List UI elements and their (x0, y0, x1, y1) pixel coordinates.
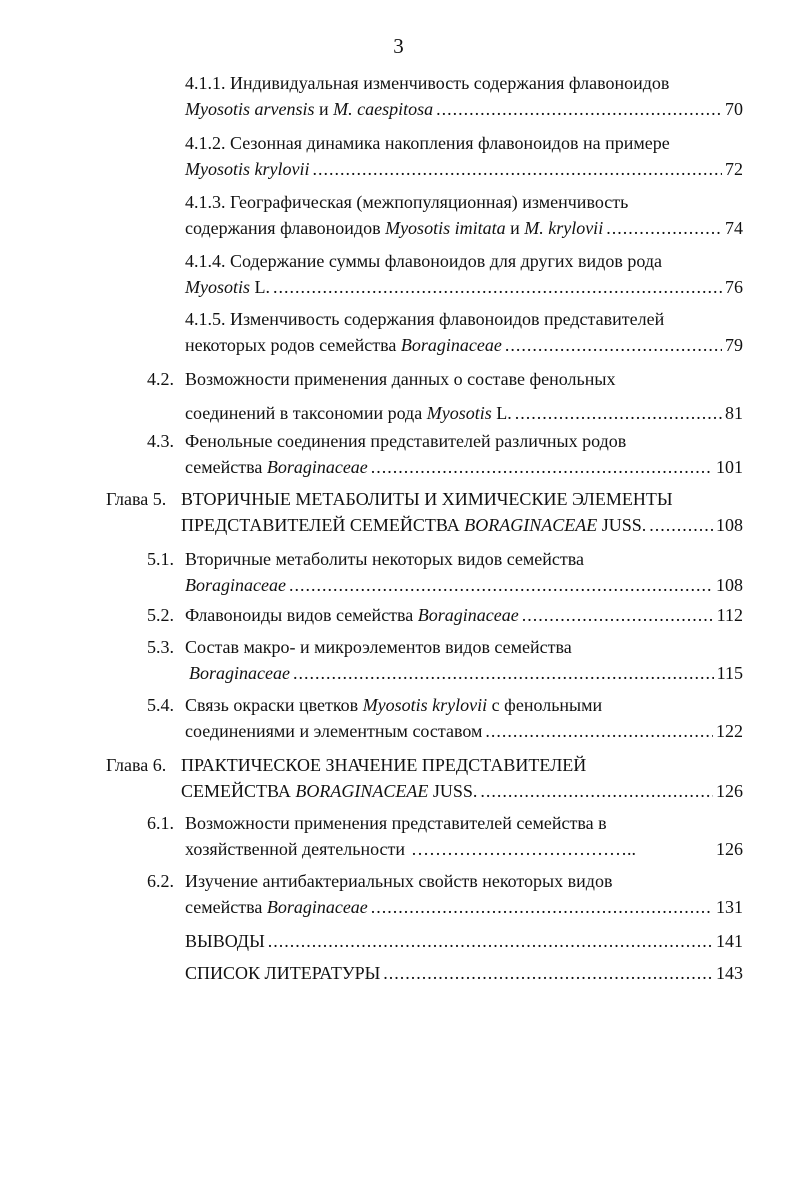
toc-page: 126 (716, 781, 743, 801)
toc-title-italic: Myosotis arvensis (185, 99, 315, 119)
toc-title-text: L. (491, 403, 512, 423)
toc-number: 4.1.1. (185, 73, 226, 93)
leader-dots (436, 96, 722, 122)
toc-title: Изменчивость содержания флавоноидов представителей (230, 309, 665, 329)
toc-number: 4.1.3. (185, 192, 226, 212)
toc-title: Изучение антибактериальных свойств некоторых видов (185, 871, 613, 891)
leader-dots (505, 332, 722, 358)
toc-entry-5-4[interactable] (147, 692, 743, 744)
leader-dots (522, 602, 714, 628)
leader-dots (289, 572, 713, 598)
toc-title: ВТОРИЧНЫЕ МЕТАБОЛИТЫ И ХИМИЧЕСКИЕ ЭЛЕМЕНТЫ (181, 489, 673, 509)
toc-entry-4-1-5[interactable] (185, 306, 743, 358)
toc-page: 76 (725, 277, 743, 297)
toc-title-text: семейства (185, 897, 267, 917)
toc-title-italic: Boraginaceae (266, 897, 368, 917)
leader-dots (293, 660, 714, 686)
toc-title: Возможности применения представителей семейства в (185, 813, 607, 833)
toc-title-italic: BORAGINACEAE (295, 781, 429, 801)
toc-number: 4.1.5. (185, 309, 226, 329)
toc-title-text: семейства (185, 457, 267, 477)
toc-entry-4-1-1[interactable] (185, 70, 743, 122)
toc-title-italic: Myosotis (185, 277, 250, 297)
toc-title-text: Связь окраски цветков (185, 695, 363, 715)
toc-title: Возможности применения данных о составе фенольных (185, 369, 616, 389)
toc-page: 72 (725, 159, 743, 179)
toc-page: 143 (716, 963, 743, 983)
toc-title-text: ПРЕДСТАВИТЕЛЕЙ СЕМЕЙСТВА (181, 515, 465, 535)
leader-dots: ……………………………….. (411, 839, 637, 859)
toc-chapter-5[interactable] (106, 486, 743, 538)
toc-page: 108 (716, 515, 743, 535)
toc-title-text: и (505, 218, 525, 238)
toc-number: 6.1. (147, 813, 174, 833)
toc-entry-references[interactable] (185, 960, 743, 986)
toc-title-text: JUSS. (428, 781, 478, 801)
toc-page: 122 (716, 721, 743, 741)
toc-number: 4.1.2. (185, 133, 226, 153)
page-number: 3 (393, 34, 404, 58)
toc-page: 81 (725, 403, 743, 423)
leader-dots (273, 274, 722, 300)
toc-entry-6-1[interactable] (147, 810, 743, 862)
toc-page: 115 (716, 663, 743, 683)
toc-number: 5.2. (147, 605, 174, 625)
toc-title: ПРАКТИЧЕСКОЕ ЗНАЧЕНИЕ ПРЕДСТАВИТЕЛЕЙ (181, 755, 587, 775)
toc-entry-4-3[interactable] (147, 428, 743, 480)
toc-entry-conclusions[interactable] (185, 928, 743, 954)
toc-title-italic: Myosotis krylovii (362, 695, 488, 715)
toc-number: 4.1.4. (185, 251, 226, 271)
toc-title: Вторичные метаболиты некоторых видов семейства (185, 549, 585, 569)
toc-entry-4-1-2[interactable] (185, 130, 743, 182)
toc-title-text: JUSS. (597, 515, 647, 535)
toc-number: 5.4. (147, 695, 174, 715)
toc-number: 5.3. (147, 637, 174, 657)
toc-entry-6-2[interactable] (147, 868, 743, 920)
toc-title-italic: M. caespitosa (333, 99, 434, 119)
toc-title-italic: Boraginaceae (189, 663, 290, 683)
toc-page: 74 (725, 218, 743, 238)
toc-title-text: хозяйственной деятельности (185, 839, 406, 859)
toc-title-text: L. (250, 277, 270, 297)
leader-dots (312, 156, 722, 182)
leader-dots (268, 928, 713, 954)
toc-title: Содержание суммы флавоноидов для других видов рода (230, 251, 662, 271)
toc-page: 79 (725, 335, 743, 355)
toc-page: 70 (725, 99, 743, 119)
toc-title-text: и (314, 99, 334, 119)
toc-number: 4.2. (147, 369, 174, 389)
toc-title-text: содержания флавоноидов (185, 218, 386, 238)
toc-title-italic: Boraginaceae (266, 457, 368, 477)
toc-entry-5-1[interactable] (147, 546, 743, 598)
leader-dots (371, 894, 713, 920)
toc-number: Глава 5. (106, 489, 167, 509)
toc-page: 101 (716, 457, 743, 477)
toc-title: СПИСОК ЛИТЕРАТУРЫ (185, 963, 381, 983)
toc-title-italic: Boraginaceae (400, 335, 502, 355)
leader-dots (649, 512, 713, 538)
toc-title-italic: BORAGINACEAE (464, 515, 598, 535)
toc-title-text: некоторых родов семейства (185, 335, 401, 355)
leader-dots (606, 215, 722, 241)
leader-dots (480, 778, 713, 804)
toc-number: 6.2. (147, 871, 174, 891)
toc-title-text: соединениями и элементным составом (185, 721, 483, 741)
toc-title-italic: Boraginaceae (185, 575, 286, 595)
toc-entry-5-2[interactable] (147, 602, 743, 628)
toc-number: 5.1. (147, 549, 174, 569)
toc-page: 131 (716, 897, 743, 917)
toc-title: Сезонная динамика накопления флавоноидов на примере (230, 133, 670, 153)
leader-dots (383, 960, 713, 986)
toc-title: ВЫВОДЫ (185, 931, 265, 951)
toc-title: Состав макро- и микроэлементов видов семейства (185, 637, 572, 657)
leader-dots (371, 454, 713, 480)
toc-title: Географическая (межпопуляционная) изменчивость (230, 192, 629, 212)
toc-title-italic: Myosotis imitata (385, 218, 506, 238)
toc-page: 126 (716, 839, 743, 859)
toc-number: Глава 6. (106, 755, 167, 775)
toc-chapter-6[interactable] (106, 752, 743, 804)
toc-title: Индивидуальная изменчивость содержания флавоноидов (230, 73, 670, 93)
toc-title-text: СЕМЕЙСТВА (181, 781, 296, 801)
toc-entry-5-3[interactable] (147, 634, 743, 686)
toc-title-italic: M. krylovii (524, 218, 604, 238)
toc-title-text: с фенольными (487, 695, 603, 715)
toc-title-italic: Myosotis (426, 403, 492, 423)
toc-entry-4-1-4[interactable] (185, 248, 743, 300)
toc-title: Фенольные соединения представителей различных родов (185, 431, 627, 451)
toc-title-italic: Myosotis krylovii (185, 159, 310, 179)
toc-title-text: Флавоноиды видов семейства (185, 605, 418, 625)
toc-title-italic: Boraginaceae (417, 605, 519, 625)
toc-number: 4.3. (147, 431, 174, 451)
leader-dots (485, 718, 713, 744)
toc-entry-4-1-3[interactable] (185, 189, 743, 241)
toc-entry-4-2[interactable] (147, 366, 743, 426)
toc-page: 108 (716, 575, 743, 595)
leader-dots (515, 400, 722, 426)
toc-page: 141 (716, 931, 743, 951)
toc-title-text: соединений в таксономии рода (185, 403, 427, 423)
toc-page: 112 (716, 605, 743, 625)
